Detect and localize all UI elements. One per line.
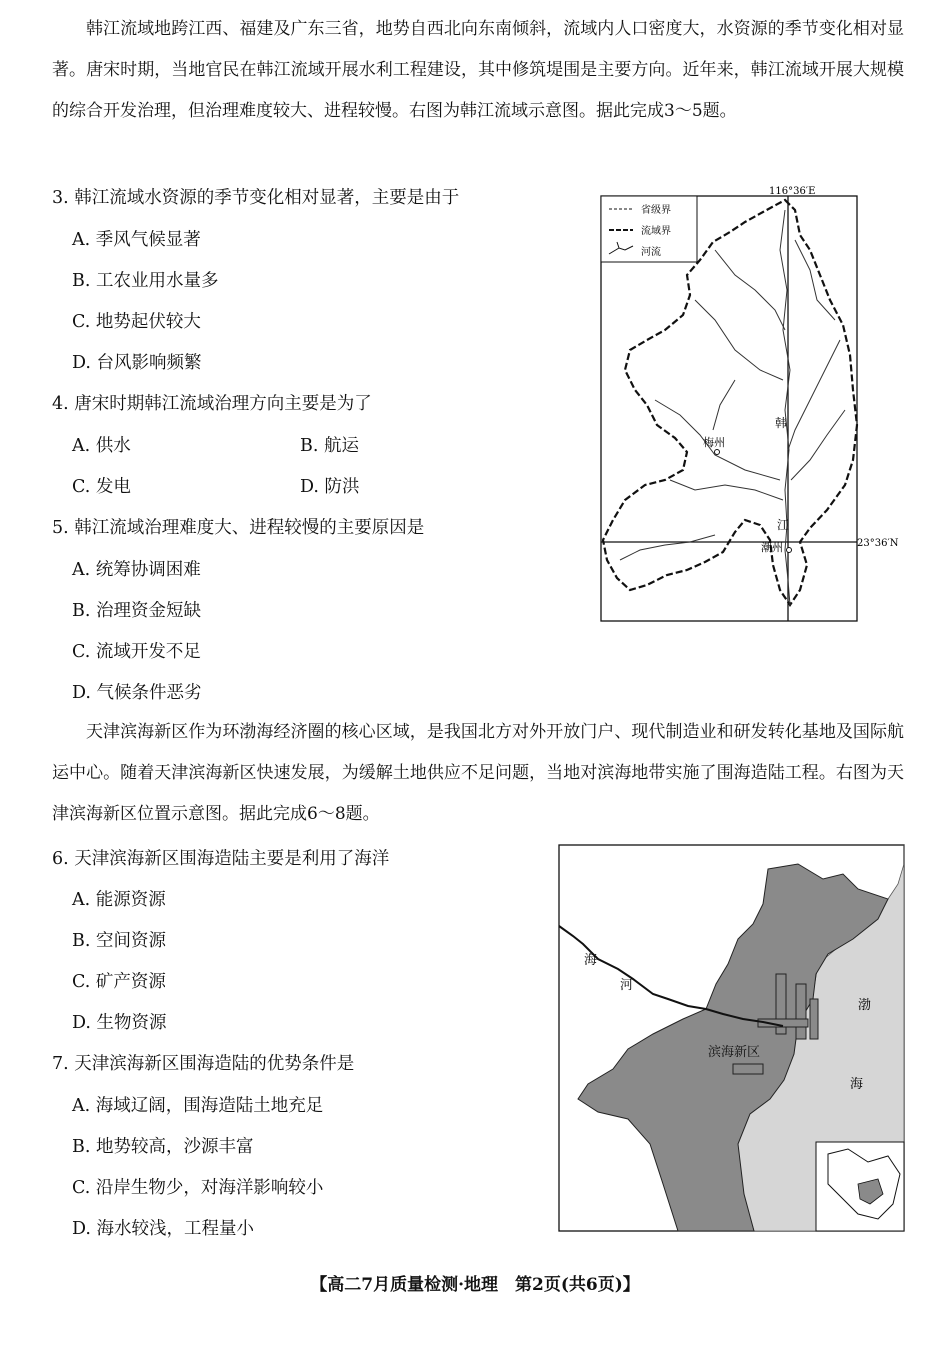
question-4-option-d[interactable]: D. 防洪 xyxy=(300,477,360,497)
question-6-option-c[interactable]: C. 矿产资源 xyxy=(72,972,166,992)
question-7-stem: 7. 天津滨海新区围海造陆的优势条件是 xyxy=(52,1054,355,1074)
longitude-label: 116°36′E xyxy=(769,186,816,197)
question-4-option-c[interactable]: C. 发电 xyxy=(72,477,131,497)
question-5-option-a[interactable]: A. 统筹协调困难 xyxy=(72,560,201,580)
question-6-option-d[interactable]: D. 生物资源 xyxy=(72,1013,167,1033)
question-6-option-b[interactable]: B. 空间资源 xyxy=(72,931,166,951)
legend-river: 河流 xyxy=(641,247,661,258)
river-han-char-2: 江 xyxy=(777,518,790,532)
passage-hanjiang: 韩江流域地跨江西、福建及广东三省，地势自西北向东南倾斜，流域内人口密度大，水资源的季节变化相对显著。唐宋时期，当地官民在韩江流域开展水利工程建设，其中修筑堤围是主要方向。近年来，韩江流域开展大规模的综合开发治理，但治理难度较大、进程较慢。右图为韩江流域示意图。据此完成3～5题。 xyxy=(52,19,904,121)
question-4-stem: 4. 唐宋时期韩江流域治理方向主要是为了 xyxy=(52,394,372,414)
river-label-he: 河 xyxy=(620,978,634,993)
city-meizhou-label: 梅州 xyxy=(703,436,725,449)
question-3-option-c[interactable]: C. 地势起伏较大 xyxy=(72,312,201,332)
question-6-option-a[interactable]: A. 能源资源 xyxy=(72,890,166,910)
legend-basin-boundary: 流域界 xyxy=(641,226,671,237)
question-4-option-a[interactable]: A. 供水 xyxy=(72,436,131,456)
sea-label-bo: 渤 xyxy=(858,998,872,1013)
question-3-stem: 3. 韩江流域水资源的季节变化相对显著，主要是由于 xyxy=(52,188,460,208)
river-label-hai: 海 xyxy=(584,953,598,968)
page-footer: 【高二7月质量检测·地理 第2页(共6页)】 xyxy=(310,1275,640,1295)
question-6-stem: 6. 天津滨海新区围海造陆主要是利用了海洋 xyxy=(52,849,390,869)
binhai-label: 滨海新区 xyxy=(708,1045,761,1060)
tianjin-binhai-map xyxy=(558,844,906,1234)
question-7-option-b[interactable]: B. 地势较高，沙源丰富 xyxy=(72,1137,254,1157)
latitude-label: 23°36′N xyxy=(857,538,899,549)
city-chaozhou-label: 潮州 xyxy=(761,541,783,554)
question-5-stem: 5. 韩江流域治理难度大、进程较慢的主要原因是 xyxy=(52,518,425,538)
river-han-char-1: 韩 xyxy=(775,416,788,430)
question-5-option-b[interactable]: B. 治理资金短缺 xyxy=(72,601,201,621)
hanjiang-basin-map xyxy=(595,180,907,626)
question-7-option-c[interactable]: C. 沿岸生物少，对海洋影响较小 xyxy=(72,1178,324,1198)
question-4-option-b[interactable]: B. 航运 xyxy=(300,436,359,456)
sea-label-hai: 海 xyxy=(850,1077,864,1092)
question-3-option-a[interactable]: A. 季风气候显著 xyxy=(72,230,201,250)
question-7-option-a[interactable]: A. 海域辽阔，围海造陆土地充足 xyxy=(72,1096,324,1116)
question-3-option-d[interactable]: D. 台风影响频繁 xyxy=(72,353,202,373)
question-7-option-d[interactable]: D. 海水较浅，工程量小 xyxy=(72,1219,255,1239)
legend-provincial-boundary: 省级界 xyxy=(641,205,671,216)
question-5-option-d[interactable]: D. 气候条件恶劣 xyxy=(72,683,202,703)
question-5-option-c[interactable]: C. 流域开发不足 xyxy=(72,642,201,662)
question-3-option-b[interactable]: B. 工农业用水量多 xyxy=(72,271,219,291)
passage-tianjin: 天津滨海新区作为环渤海经济圈的核心区域，是我国北方对外开放门户、现代制造业和研发转化基地及国际航运中心。随着天津滨海新区快速发展，为缓解土地供应不足问题，当地对滨海地带实施了围海造陆工程。右图为天津滨海新区位置示意图。据此完成6～8题。 xyxy=(52,722,904,824)
